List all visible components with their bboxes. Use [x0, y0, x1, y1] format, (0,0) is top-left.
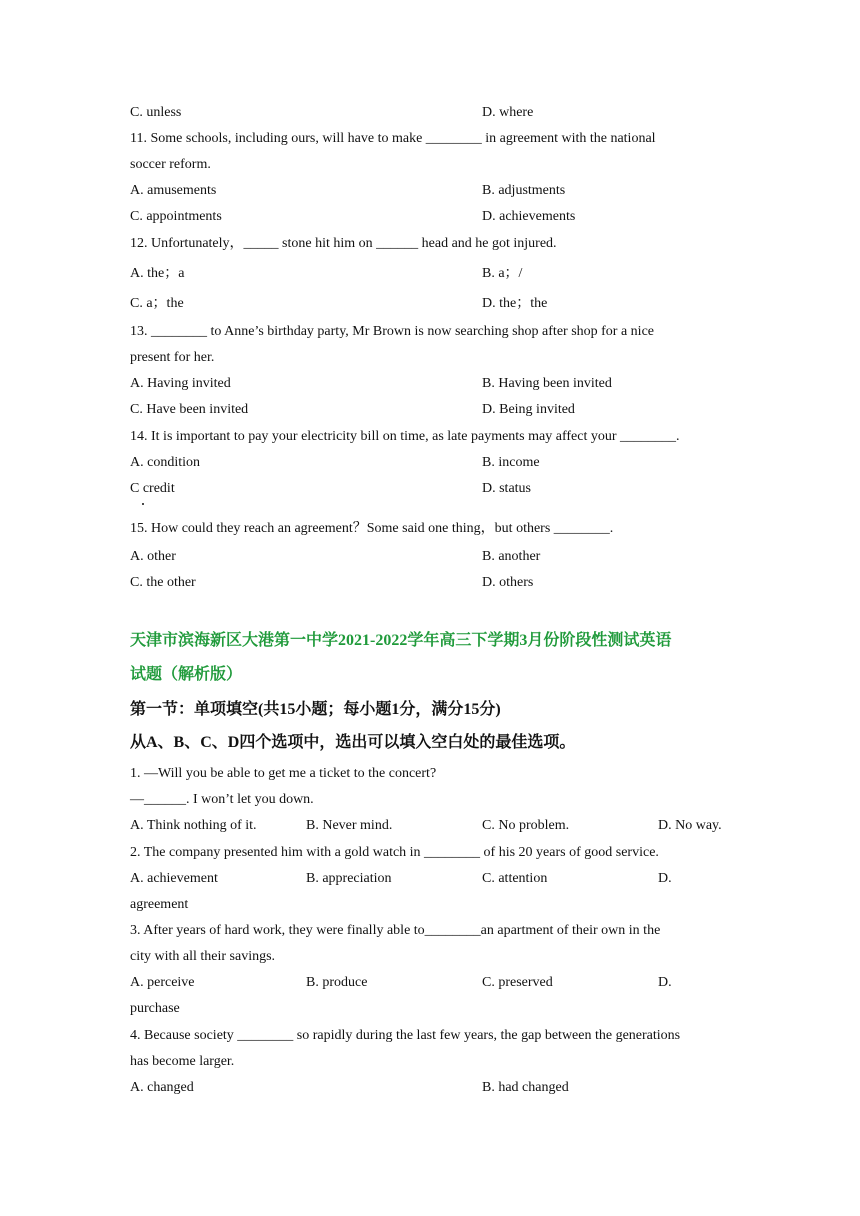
- section-instruction: 从A、B、C、D四个选项中，选出可以填入空白处的最佳选项。: [130, 734, 576, 751]
- q11-option-a: A. amusements: [130, 183, 217, 198]
- q3-option-b: B. produce: [306, 975, 368, 990]
- q3-option-a: A. perceive: [130, 975, 195, 990]
- q11-option-c: C. appointments: [130, 209, 222, 224]
- q1-stem: 1. —Will you be able to get me a ticket to the concert?: [130, 766, 437, 781]
- document-title-cont: 试题（解析版）: [130, 666, 243, 683]
- q1-option-d: D. No way.: [658, 818, 722, 833]
- q15-option-b: B. another: [482, 549, 541, 564]
- q2-option-d-text: agreement: [130, 897, 189, 912]
- q10-option-d: D. where: [482, 105, 534, 120]
- q3-option-d-text: purchase: [130, 1001, 180, 1016]
- q10-option-c: C. unless: [130, 105, 182, 120]
- q3-option-d: D.: [658, 975, 672, 990]
- q14-option-d: D. status: [482, 481, 531, 496]
- q15-option-a: A. other: [130, 549, 176, 564]
- q13-option-d: D. Being invited: [482, 402, 575, 417]
- q1-option-b: B. Never mind.: [306, 818, 393, 833]
- q4-option-a: A. changed: [130, 1080, 194, 1095]
- q13-option-b: B. Having been invited: [482, 376, 612, 391]
- q15-option-d: D. others: [482, 575, 534, 590]
- q4-option-b: B. had changed: [482, 1080, 569, 1095]
- q2-option-b: B. appreciation: [306, 871, 392, 886]
- q3-stem-cont: city with all their savings.: [130, 949, 276, 964]
- q12-option-b: B. a；/: [482, 266, 523, 281]
- section-heading: 第一节：单项填空(共15小题；每小题1分，满分15分): [130, 701, 501, 718]
- q2-option-a: A. achievement: [130, 871, 218, 886]
- q15-option-c: C. the other: [130, 575, 196, 590]
- q3-stem: 3. After years of hard work, they were finally able to________an apartment of their own in the: [130, 923, 661, 938]
- q12-option-c: C. a；the: [130, 296, 184, 311]
- document-title: 天津市滨海新区大港第一中学2021-2022学年高三下学期3月份阶段性测试英语: [130, 632, 672, 649]
- q1-option-c: C. No problem.: [482, 818, 570, 833]
- stray-dot-mark: [142, 503, 144, 505]
- q4-stem-cont: has become larger.: [130, 1054, 235, 1069]
- q2-option-d: D.: [658, 871, 672, 886]
- q14-option-a: A. condition: [130, 455, 200, 470]
- q2-option-c: C. attention: [482, 871, 548, 886]
- q13-stem: 13. ________ to Anne’s birthday party, Mr Brown is now searching shop after shop for a nice: [130, 324, 654, 339]
- q4-stem: 4. Because society ________ so rapidly during the last few years, the gap between the generations: [130, 1028, 681, 1043]
- q14-stem: 14. It is important to pay your electricity bill on time, as late payments may affect your ________.: [130, 429, 680, 444]
- q15-stem: 15. How could they reach an agreement？Some said one thing，but others ________.: [130, 521, 614, 536]
- q3-option-c: C. preserved: [482, 975, 553, 990]
- q12-stem: 12. Unfortunately，_____ stone hit him on ______ head and he got injured.: [130, 236, 557, 251]
- q13-stem-cont: present for her.: [130, 350, 215, 365]
- q1-stem-cont: —______. I won’t let you down.: [130, 792, 314, 807]
- q11-option-d: D. achievements: [482, 209, 576, 224]
- q1-option-a: A. Think nothing of it.: [130, 818, 257, 833]
- q12-option-d: D. the；the: [482, 296, 548, 311]
- q12-option-a: A. the；a: [130, 266, 185, 281]
- q14-option-b: B. income: [482, 455, 540, 470]
- q11-stem-cont: soccer reform.: [130, 157, 211, 172]
- q11-stem: 11. Some schools, including ours, will have to make ________ in agreement with the national: [130, 131, 656, 146]
- q2-stem: 2. The company presented him with a gold watch in ________ of his 20 years of good service.: [130, 845, 659, 860]
- q13-option-a: A. Having invited: [130, 376, 231, 391]
- q13-option-c: C. Have been invited: [130, 402, 249, 417]
- q14-option-c: C credit: [130, 481, 175, 496]
- q11-option-b: B. adjustments: [482, 183, 566, 198]
